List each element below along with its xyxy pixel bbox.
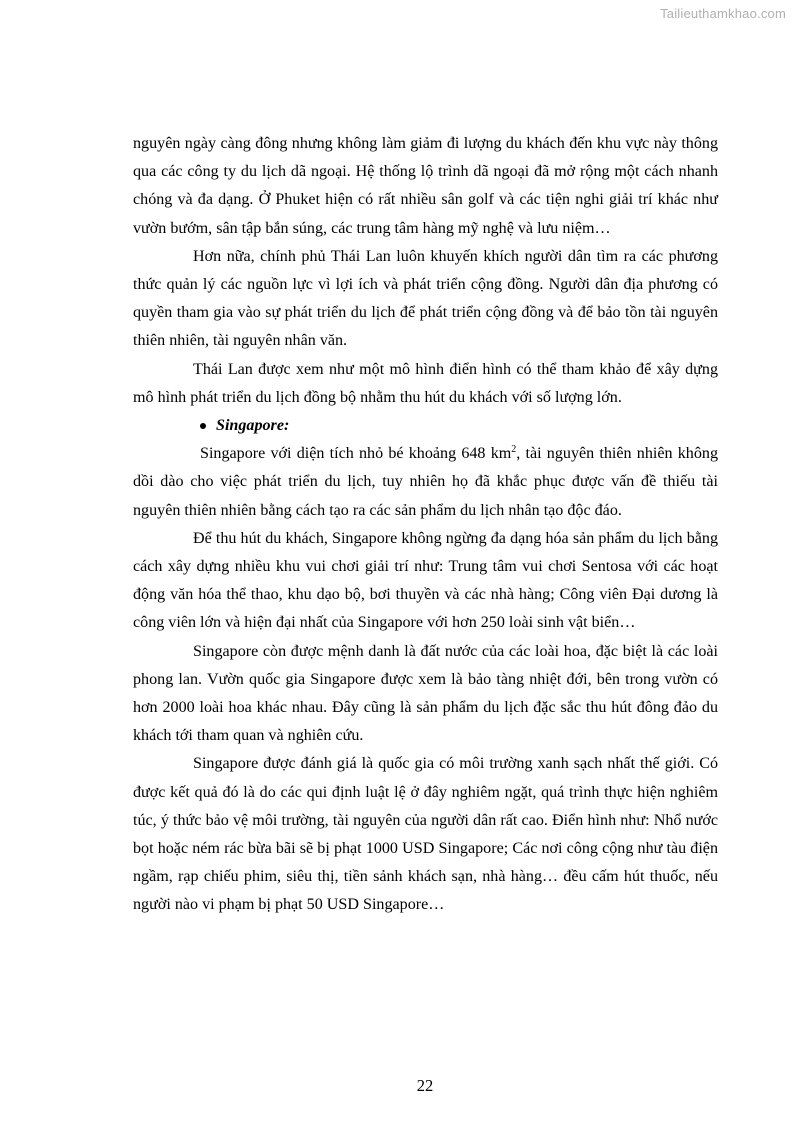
paragraph-singapore-flowers: Singapore còn được mệnh danh là đất nước của các loài hoa, đặc biệt là các loài phong lan. Vườn quốc gia Singapore được xem là bảo tàng nhiệt đới, bên trong vườn có hơn 2000 loài hoa khác nhau. Đây cũng là sản phẩm du lịch đặc sắc thu hút đông đảo du khách tới tham quan và nghiên cứu.	[133, 642, 718, 745]
watermark-text: Tailieuthamkhao.com	[660, 6, 786, 21]
page-number: 22	[416, 1076, 434, 1095]
paragraph-singapore-area	[133, 440, 718, 525]
area-text-end: , tài nguyên thiên nhiên không dồi dào cho việc phát triển du lịch, tuy nhiên họ đã khắc phục được vấn đề thiếu tài nguyên thiên nhiên bằng cách tạo ra các sản phẩm du lịch nhân tạo độc đáo.	[133, 445, 718, 519]
area-text-start: Singapore với diện tích nhỏ bé khoảng 648 km	[200, 445, 512, 463]
paragraph-phuket: nguyên ngày càng đông nhưng không làm giảm đi lượng du khách đến khu vực này thông qua các công ty du lịch dã ngoại. Hệ thống lộ trình dã ngoại đã mở rộng một cách nhanh chóng và đa dạng. Ở Phuket hiện có rất nhiều sân golf và các tiện nghi giải trí khác như vườn bướm, sân tập bắn súng, các trung tâm hàng mỹ nghệ và lưu niệm…	[133, 135, 718, 237]
paragraph-thai-government: Hơn nữa, chính phủ Thái Lan luôn khuyến khích người dân tìm ra các phương thức quản lý các nguồn lực vì lợi ích và phát triển cộng đồng. Người dân địa phương có quyền tham gia vào sự phát triển du lịch để phát triển cộng đồng và để bảo tồn tài nguyên thiên nhiên, tài nguyên nhân văn.	[133, 247, 718, 350]
section-heading-singapore	[133, 412, 718, 440]
paragraph-thai-model: Thái Lan được xem như một mô hình điển hình có thể tham khảo để xây dựng mô hình phát triển du lịch đồng bộ nhằm thu hút du khách với số lượng lớn.	[133, 360, 718, 406]
section-heading-text: Singapore:	[216, 417, 290, 435]
document-body	[133, 130, 718, 920]
bullet-icon	[200, 423, 206, 429]
paragraph-singapore-environment: Singapore được đánh giá là quốc gia có môi trường xanh sạch nhất thế giới. Có được kết quả đó là do các qui định luật lệ ở đây nghiêm ngặt, quá trình thực hiện nghiêm túc, ý thức bảo vệ môi trường, tài nguyên của người dân rất cao. Điển hình như: Nhổ nước bọt hoặc ném rác bừa bãi sẽ bị phạt 1000 USD Singapore; Các nơi công cộng như tàu điện ngầm, rạp chiếu phim, siêu thị, tiền sảnh khách sạn, nhà hàng… đều cấm hút thuốc, nếu người nào vi phạm bị phạt 50 USD Singapore…	[133, 755, 718, 914]
area-superscript: 2	[511, 444, 517, 456]
paragraph-singapore-attractions: Để thu hút du khách, Singapore không ngừng đa dạng hóa sản phẩm du lịch bằng cách xây dựng nhiều khu vui chơi giải trí như: Trung tâm vui chơi Sentosa với các hoạt động văn hóa thể thao, khu dạo bộ, bơi thuyền và các nhà hàng; Công viên Đại dương là công viên lớn và hiện đại nhất của Singapore với hơn 250 loài sinh vật biển…	[133, 529, 718, 632]
